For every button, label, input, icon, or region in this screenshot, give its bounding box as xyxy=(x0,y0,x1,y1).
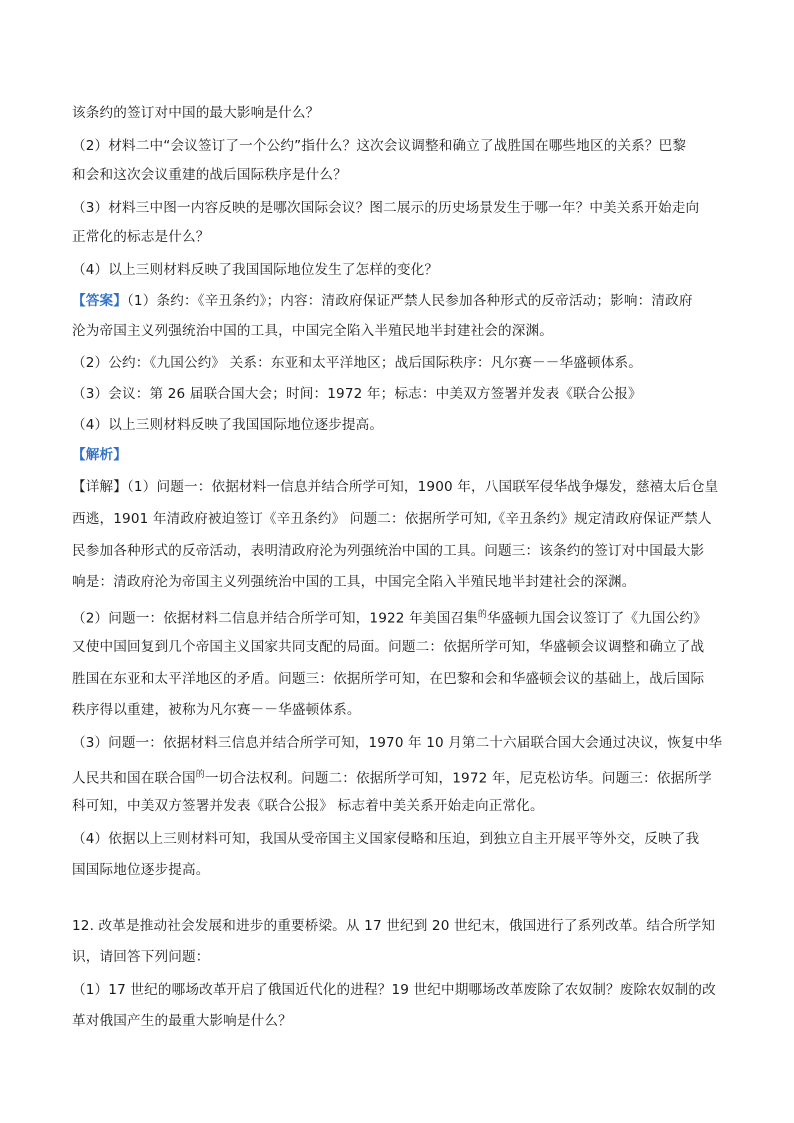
analysis-label xyxy=(72,446,722,464)
detail-text-b: 华盛顿九国会议签订了《九国公约》 xyxy=(486,610,707,627)
detail-line xyxy=(72,606,722,628)
superscript-de: 的 xyxy=(477,610,487,620)
question-line: （4）以上三则材料反映了我国国际地位发生了怎样的变化？ xyxy=(72,262,439,278)
question-line: 正常化的标志是什么？ xyxy=(72,229,210,245)
detail-line: 科可知，中美双方签署并发表《联合公报》 标志着中美关系开始走向正常化。 xyxy=(72,798,544,814)
answer-line: （2）公约：《九国公约》 关系：东亚和太平洋地区；战后国际秩序：凡尔赛－－华盛顿体系。 xyxy=(72,355,642,371)
answer-line xyxy=(72,292,722,310)
detail-line: 又使中国回复到几个帝国主义国家共同支配的局面。问题二：依据所学可知，华盛顿会议调整和确立了战 xyxy=(72,639,705,655)
detail-line xyxy=(72,478,722,496)
detail-line: 胜国在东亚和太平洋地区的矛盾。问题三：依据所学可知，在巴黎和会和华盛顿会议的基础上，战后国际 xyxy=(72,671,705,687)
detail-line: 响是：清政府沦为帝国主义列强统治中国的工具，中国完全陷入半殖民地半封建社会的深渊。 xyxy=(72,574,636,590)
superscript-de-2: 的 xyxy=(195,770,205,780)
question-12-line: 革对俄国产生的最重大影响是什么？ xyxy=(72,1013,292,1029)
detail-line: 西逃，1901 年清政府被迫签订《辛丑条约》 问题二：依据所学可知,《辛丑条约》规定清政府保证严禁人 xyxy=(72,511,712,527)
detail-line: 民参加各种形式的反帝活动，表明清政府沦为列强统治中国的工具。问题三：该条约的签订对中国最大影 xyxy=(72,543,705,559)
answer-label: 【答案】 xyxy=(72,293,127,309)
detail-line xyxy=(72,766,722,788)
detail-text-d: 一切合法权利。问题二：依据所学可知，1972 年，尼克松访华。问题三：依据所学 xyxy=(204,770,712,787)
answer-line: （4）以上三则材料反映了我国国际地位逐步提高。 xyxy=(72,417,384,433)
detail-text-c: 人民共和国在联合国 xyxy=(72,770,196,787)
detail-line: （4）依据以上三则材料可知，我国从受帝国主义国家侵略和压迫，到独立自主开展平等外交，反映了我 xyxy=(72,831,700,847)
question-line: 该条约的签订对中国的最大影响是什么？ xyxy=(72,105,320,121)
question-12-line: 识，请回答下列问题： xyxy=(72,949,210,965)
answer-line: 沦为帝国主义列强统治中国的工具，中国完全陷入半殖民地半封建社会的深渊。 xyxy=(72,323,554,339)
analysis-label-text: 【解析】 xyxy=(72,447,127,463)
question-line: 和会和这次会议重建的战后国际秩序是什么？ xyxy=(72,167,347,183)
question-12-line: 12. 改革是推动社会发展和进步的重要桥梁。从 17 世纪到 20 世纪末，俄国进行了系列改革。结合所学知 xyxy=(72,918,716,934)
detail-text-a: （2）问题一：依据材料二信息并结合所学可知，1922 年美国召集 xyxy=(72,610,478,627)
question-line: （2）材料二中“会议签订了一个公约”指什么？这次会议调整和确立了战胜国在哪些地区的关系？巴黎 xyxy=(72,138,687,154)
question-12-line: （1）17 世纪的哪场改革开启了俄国近代化的进程？19 世纪中期哪场改革废除了农奴制？废除农奴制的改 xyxy=(72,982,716,998)
detail-line: （3）问题一：依据材料三信息并结合所学可知，1970 年 10 月第二十六届联合国大会通过决议，恢复中华 xyxy=(72,735,723,751)
detail-text: （1）问题一：依据材料一信息并结合所学可知，1900 年，八国联军侵华战争爆发，慈禧太后仓皇 xyxy=(126,479,719,495)
detail-line: 秩序得以重建，被称为凡尔赛－－华盛顿体系。 xyxy=(72,702,361,718)
detail-line: 国国际地位逐步提高。 xyxy=(72,862,210,878)
detail-label: 【详解】 xyxy=(72,479,127,495)
answer-line: （3）会议：第 26 届联合国大会；时间：1972 年；标志：中美双方签署并发表《联合公报》 xyxy=(72,386,642,402)
question-line: （3）材料三中图一内容反映的是哪次国际会议？图二展示的历史场景发生于哪一年？中美关系开始走向 xyxy=(72,200,700,216)
answer-text: （1）条约：《辛丑条约》；内容：清政府保证严禁人民参加各种形式的反帝活动；影响：清政府 xyxy=(126,293,693,309)
